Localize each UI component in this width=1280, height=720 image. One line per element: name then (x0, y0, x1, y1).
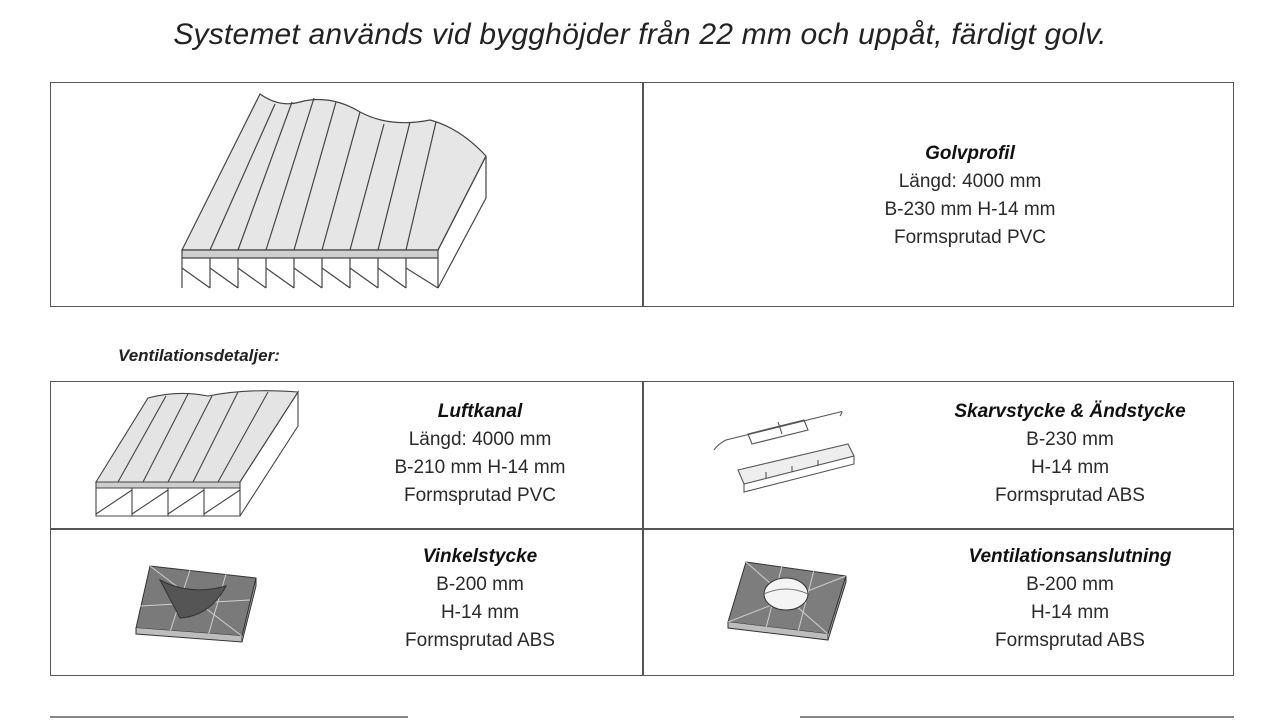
luftkanal-material: Formsprutad PVC (403, 485, 557, 506)
golvprofil-spec (760, 140, 1180, 252)
golvprofil-illustration (170, 88, 500, 298)
golvprofil-divider (642, 82, 644, 307)
vinkelstycke-width: B-200 mm (436, 574, 524, 595)
luftkanal-illustration (88, 386, 308, 522)
luftkanal-spec (330, 398, 630, 510)
ventilationsanslutning-illustration (722, 554, 852, 644)
luftkanal-length: Längd: 4000 mm (408, 429, 552, 450)
skarvstycke-height: H-14 mm (1030, 457, 1110, 478)
skarvstycke-spec (920, 398, 1220, 510)
golvprofil-dimensions: B-230 mm H-14 mm (884, 199, 1056, 220)
skarvstycke-material: Formsprutad ABS (995, 485, 1145, 506)
page-headline: Systemet används vid bygghöjder från 22 mm och uppåt, färdigt golv. (173, 18, 1107, 51)
ventilationsanslutning-height: H-14 mm (1030, 602, 1110, 623)
ventilationsanslutning-spec (920, 543, 1220, 655)
ventilationsanslutning-width: B-200 mm (1026, 574, 1114, 595)
ventilationsanslutning-title: Ventilationsanslutning (968, 546, 1172, 567)
bottom-rule-left (50, 716, 408, 718)
vinkelstycke-material: Formsprutad ABS (405, 630, 555, 651)
vinkelstycke-height: H-14 mm (440, 602, 520, 623)
ventilationsanslutning-material: Formsprutad ABS (995, 630, 1145, 651)
vinkelstycke-title: Vinkelstycke (422, 546, 538, 567)
bottom-rule-right (800, 716, 1234, 718)
vinkelstycke-spec (330, 543, 630, 655)
golvprofil-length: Längd: 4000 mm (898, 171, 1042, 192)
skarvstycke-illustration (708, 400, 868, 500)
section-label: Ventilationsdetaljer: (118, 346, 280, 365)
details-horizontal-divider (50, 528, 1234, 530)
skarvstycke-width: B-230 mm (1026, 429, 1114, 450)
vinkelstycke-illustration (130, 556, 266, 646)
golvprofil-title: Golvprofil (925, 143, 1015, 164)
skarvstycke-title: Skarvstycke & Ändstycke (954, 401, 1186, 422)
luftkanal-title: Luftkanal (437, 401, 523, 422)
luftkanal-dimensions: B-210 mm H-14 mm (394, 457, 566, 478)
golvprofil-material: Formsprutad PVC (893, 227, 1047, 248)
